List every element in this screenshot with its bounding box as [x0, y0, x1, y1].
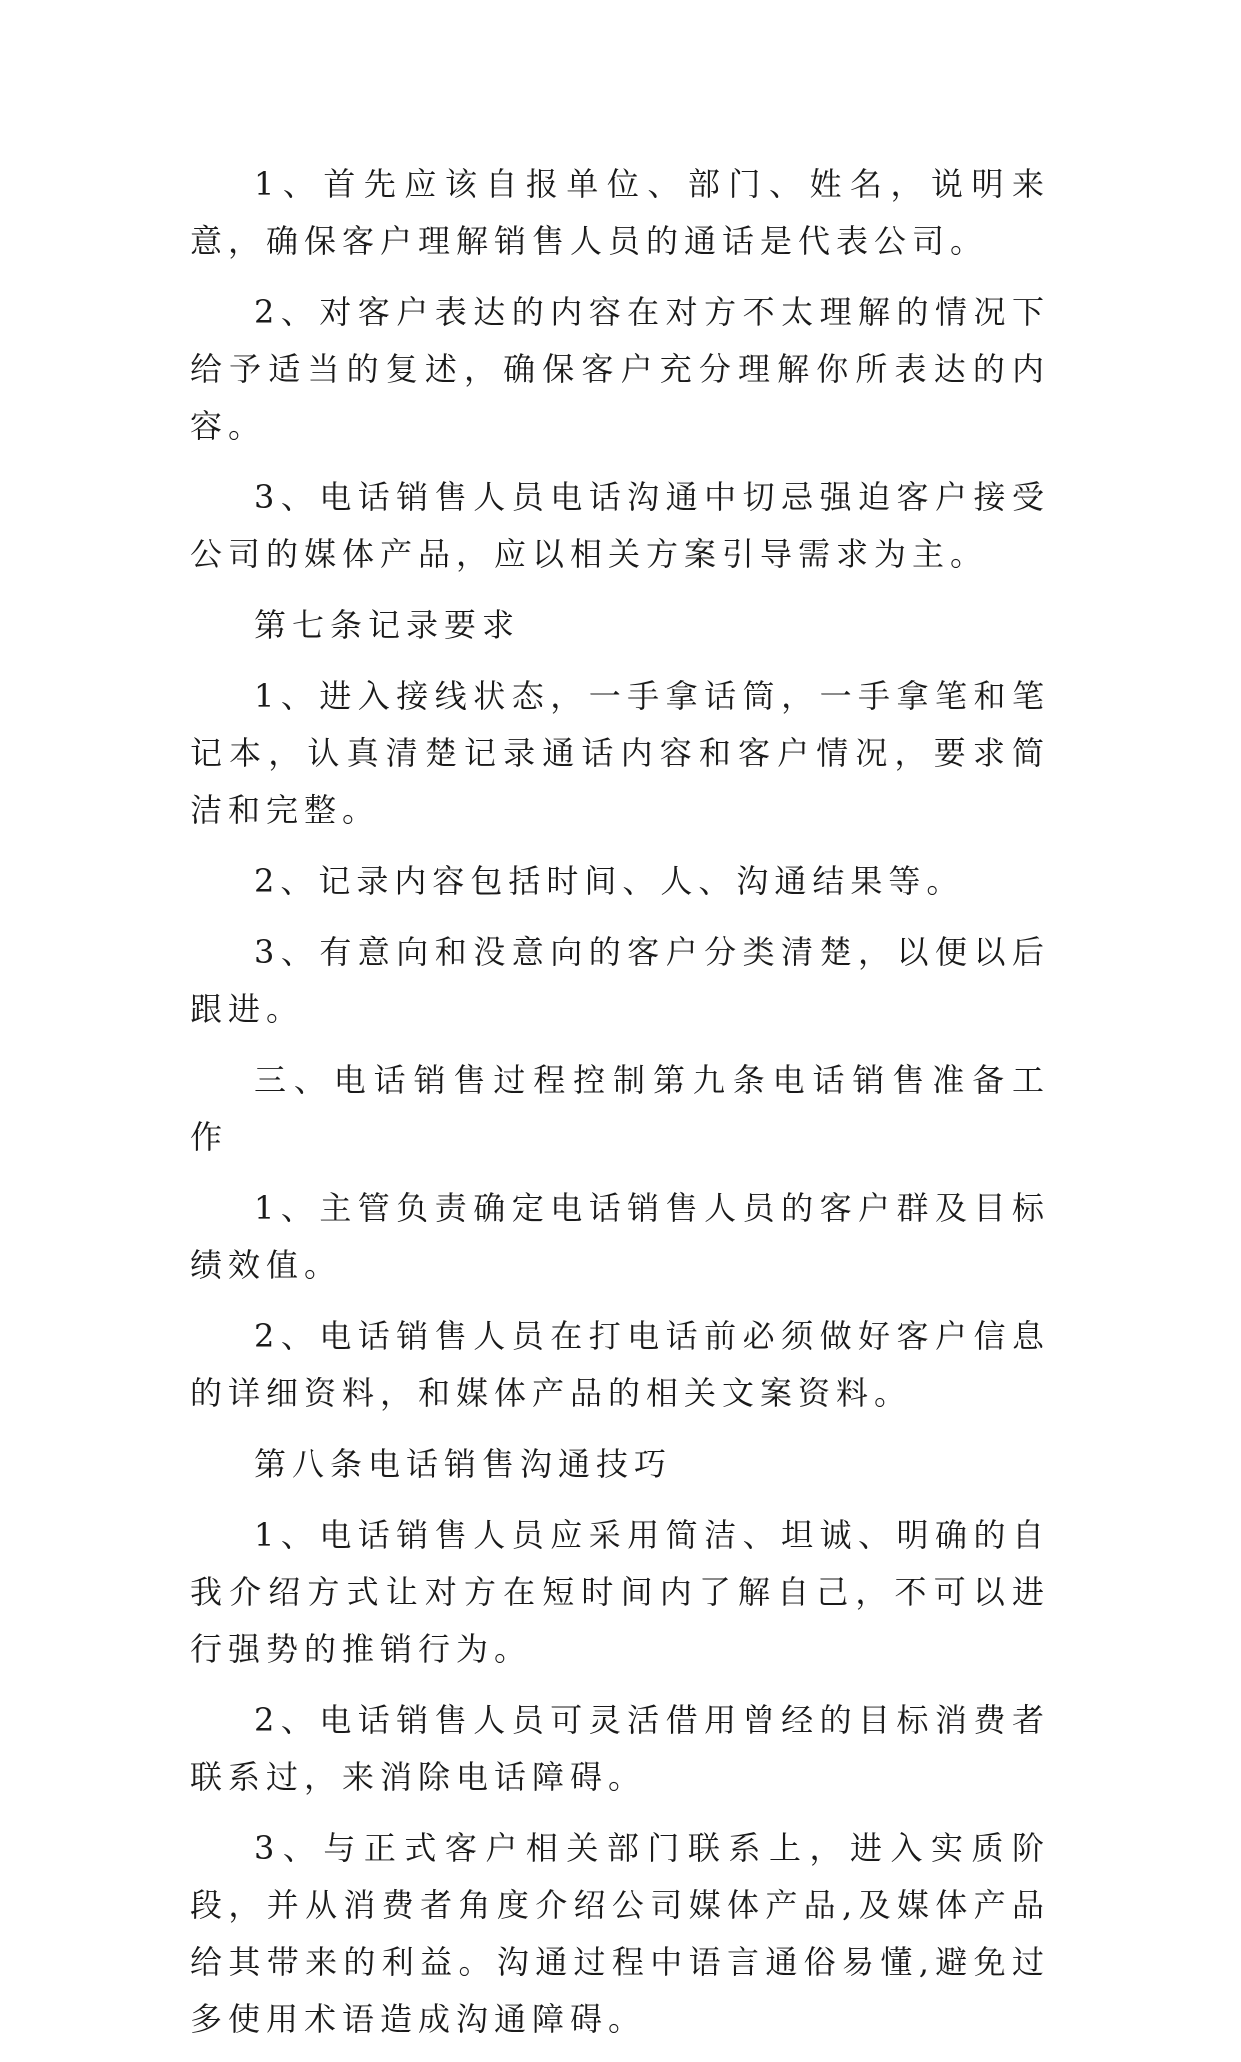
- paragraph-past-contacts: 2、电话销售人员可灵活借用曾经的目标消费者联系过，来消除电话障碍。: [190, 1701, 1050, 1796]
- section-heading-process-control: 三、电话销售过程控制第九条电话销售准备工作: [190, 1061, 1050, 1156]
- document-body: [190, 156, 1050, 2062]
- paragraph-record-content: 2、记录内容包括时间、人、沟通结果等。: [254, 862, 965, 900]
- paragraph-intro-self: 1、首先应该自报单位、部门、姓名，说明来意，确保客户理解销售人员的通话是代表公司。: [190, 165, 1050, 260]
- paragraph-restate: 2、对客户表达的内容在对方不太理解的情况下给予适当的复述，确保客户充分理解你所表达的内容。: [190, 293, 1050, 445]
- section-heading-record: 第七条记录要求: [254, 606, 521, 644]
- paragraph-take-notes: 1、进入接线状态，一手拿话筒，一手拿笔和笔记本，认真清楚记录通话内容和客户情况，要求简洁和完整。: [190, 677, 1050, 829]
- paragraph-self-intro-method: 1、电话销售人员应采用简洁、坦诚、明确的自我介绍方式让对方在短时间内了解自己，不可以进行强势的推销行为。: [190, 1516, 1050, 1668]
- paragraph-no-force: 3、电话销售人员电话沟通中切忌强迫客户接受公司的媒体产品，应以相关方案引导需求为主。: [190, 478, 1050, 573]
- paragraph-supervisor: 1、主管负责确定电话销售人员的客户群及目标绩效值。: [190, 1189, 1050, 1284]
- paragraph-formal-clients: 3、与正式客户相关部门联系上，进入实质阶段，并从消费者角度介绍公司媒体产品,及媒体产品给其带来的利益。沟通过程中语言通俗易懂,避免过多使用术语造成沟通障碍。: [190, 1829, 1050, 2038]
- section-heading-skills: 第八条电话销售沟通技巧: [254, 1445, 673, 1483]
- paragraph-classify-clients: 3、有意向和没意向的客户分类清楚，以便以后跟进。: [190, 933, 1050, 1028]
- paragraph-prepare-info: 2、电话销售人员在打电话前必须做好客户信息的详细资料，和媒体产品的相关文案资料。: [190, 1317, 1050, 1412]
